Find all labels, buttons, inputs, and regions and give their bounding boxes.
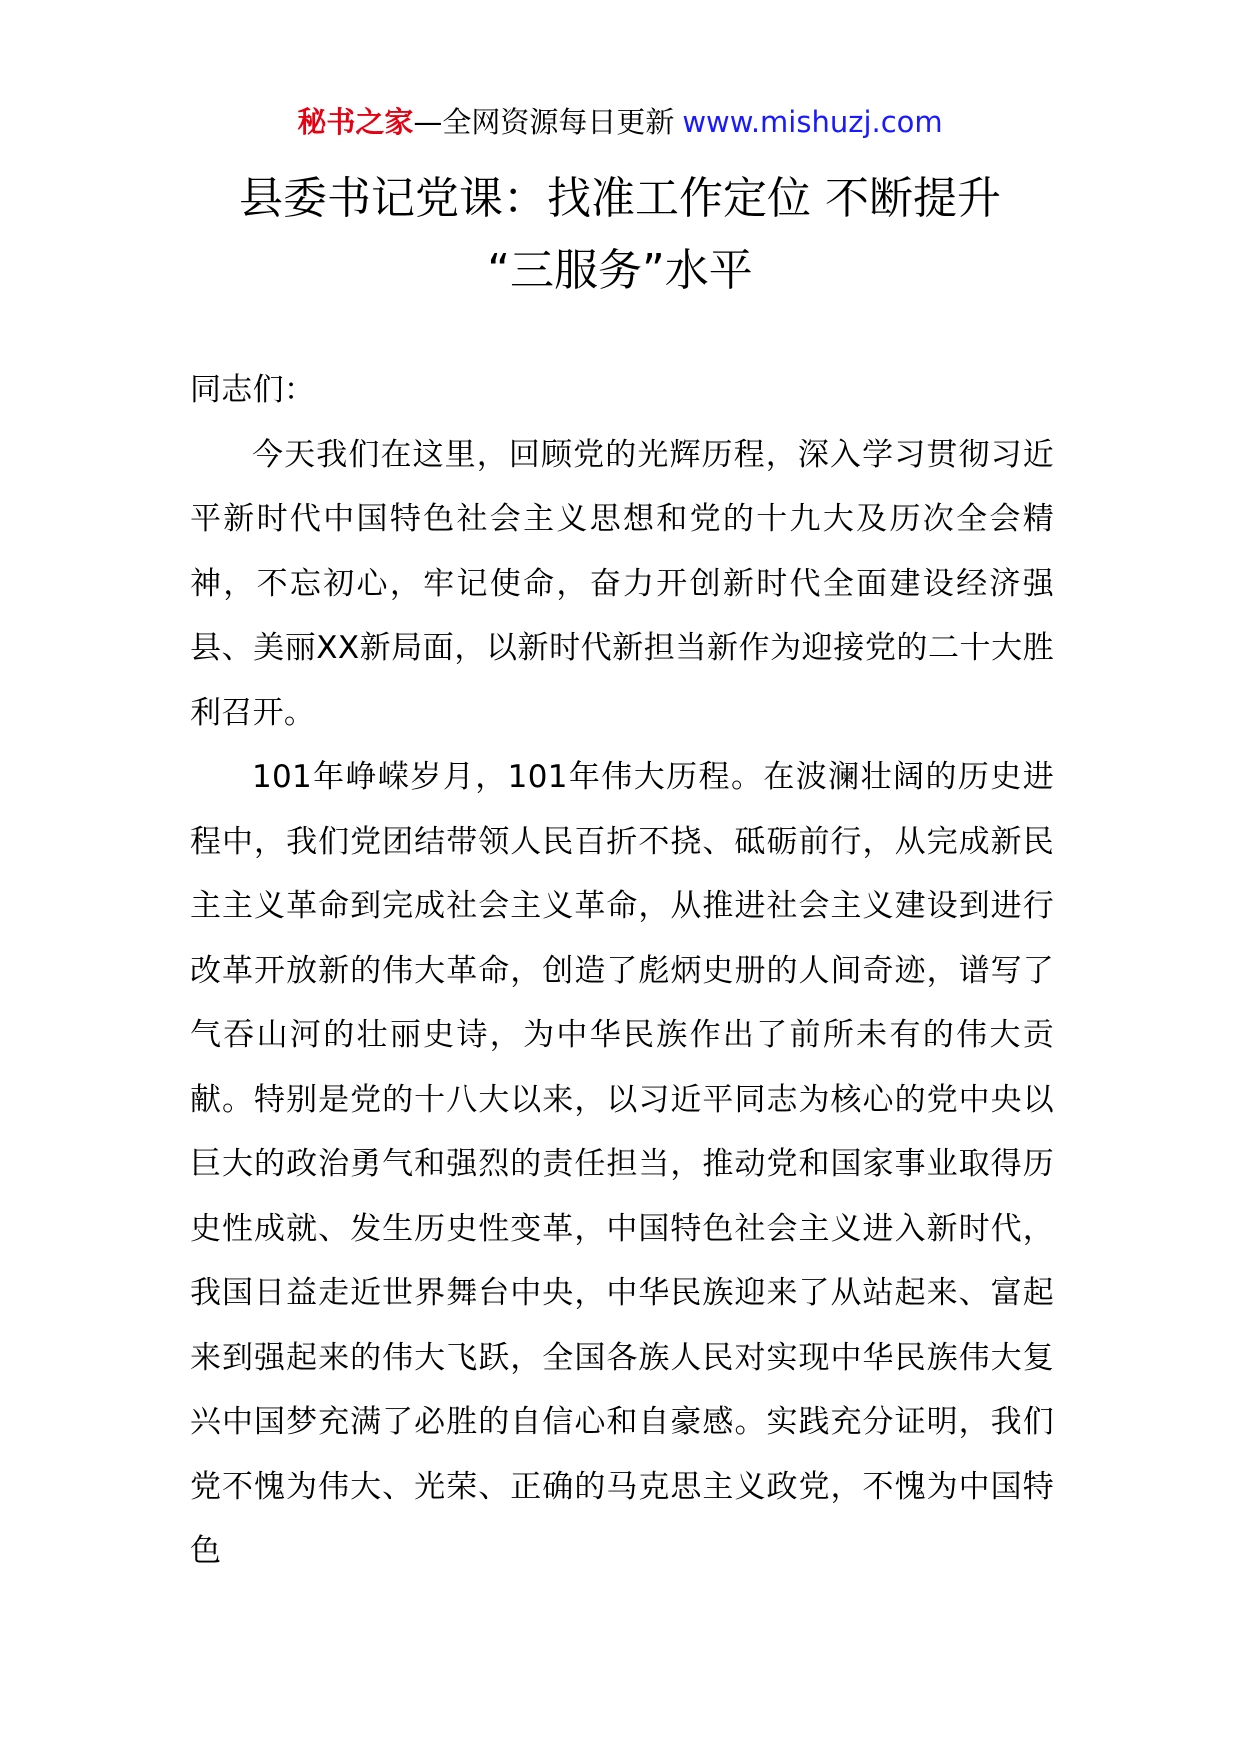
paragraph: 101年峥嵘岁月，101年伟大历程。在波澜壮阔的历史进程中，我们党团结带领人民百折不挠、砥砺前行，从完成新民主主义革命到完成社会主义革命，从推进社会主义建设到进行改革开放新的伟大革命，创造了彪炳史册的人间奇迹，谱写了气吞山河的壮丽史诗，为中华民族作出了前所未有的伟大贡献。特别是党的十八大以来，以习近平同志为核心的党中央以巨大的政治勇气和强烈的责任担当，推动党和国家事业取得历史性成就、发生历史性变革，中国特色社会主义进入新时代，我国日益走近世界舞台中央，中华民族迎来了从站起来、富起来到强起来的伟大飞跃，全国各族人民对实现中华民族伟大复兴中国梦充满了必胜的自信心和自豪感。实践充分证明，我们党不愧为伟大、光荣、正确的马克思主义政党，不愧为中国特色 — [190, 759, 1054, 1569]
site-header — [0, 102, 1240, 142]
document-body — [190, 358, 1054, 1584]
site-url-link[interactable]: www.mishuzj.com — [682, 105, 943, 139]
document-title — [0, 163, 1240, 307]
paragraph: 今天我们在这里，回顾党的光辉历程，深入学习贯彻习近平新时代中国特色社会主义思想和党的十九大及历次全会精神，不忘初心，牢记使命，奋力开创新时代全面建设经济强县、美丽XX新局面，以新时代新担当新作为迎接党的二十大胜利召开。 — [190, 436, 1054, 731]
site-slogan: —全网资源每日更新 — [413, 105, 675, 139]
salutation: 同志们： — [190, 372, 316, 408]
title-line-1: 县委书记党课：找准工作定位 不断提升 — [239, 173, 1001, 224]
brand-name: 秘书之家 — [297, 105, 414, 139]
title-line-2: “三服务”水平 — [487, 245, 753, 296]
